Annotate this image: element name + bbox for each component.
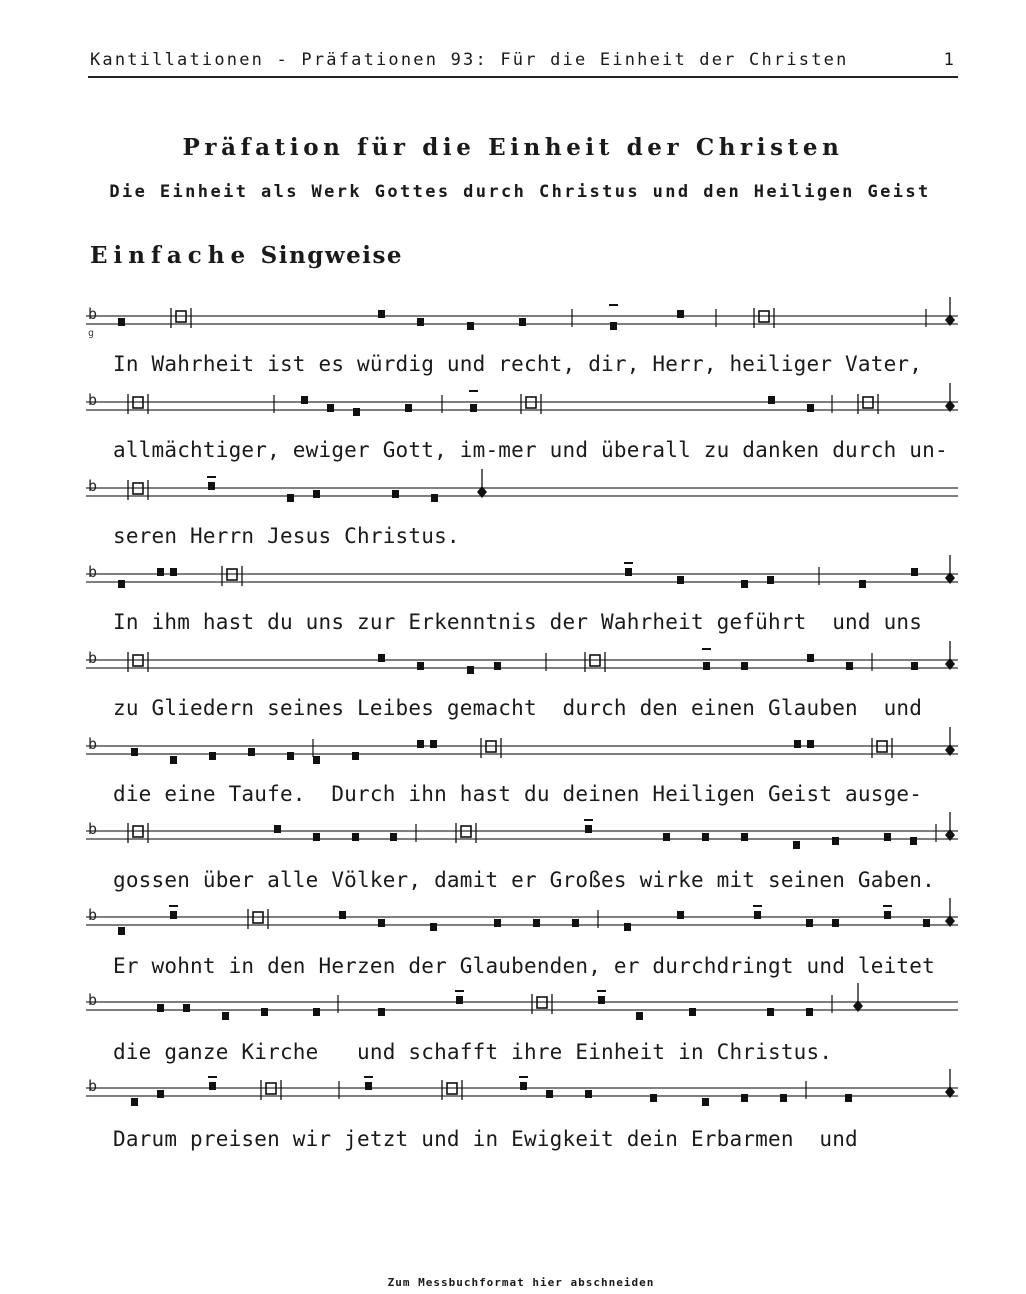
neume-note	[494, 662, 501, 670]
neume-note	[923, 919, 930, 927]
neume-note	[636, 1012, 643, 1020]
flat-clef-icon: b	[88, 991, 98, 1009]
neume-note	[118, 927, 125, 935]
lyric-line: die ganze Kirche und schafft ihre Einheit in Christus.	[113, 1040, 833, 1064]
neume-note	[430, 923, 437, 931]
recitation-tone-box	[858, 394, 878, 414]
lyric-line: In ihm hast du uns zur Erkenntnis der Wahrheit geführt und uns	[113, 610, 923, 634]
recitation-tone-box	[585, 652, 605, 672]
neume-note	[131, 748, 138, 756]
cut-line-note: Zum Messbuchformat hier abschneiden	[387, 1276, 655, 1289]
recitation-tone-box	[248, 909, 268, 929]
section-heading-spaced: Einfache	[90, 242, 252, 269]
neume-note	[650, 1094, 657, 1102]
recitation-tone-box	[481, 738, 501, 758]
neume-note	[183, 1004, 190, 1012]
neume-note	[884, 833, 891, 841]
chant-staff	[86, 554, 958, 598]
flat-clef-icon: b	[88, 820, 98, 838]
recitation-tone-box	[128, 823, 148, 843]
neume-note	[702, 833, 709, 841]
lyric-line: Darum preisen wir jetzt und in Ewigkeit dein Erbarmen und	[113, 1127, 858, 1151]
neume-note	[430, 740, 437, 748]
neume-note	[859, 580, 866, 588]
lyric-line: seren Herrn Jesus Christus.	[113, 524, 460, 548]
neume-note	[467, 322, 474, 330]
neume-note	[754, 911, 761, 919]
page-subtitle: Die Einheit als Werk Gottes durch Christus und den Heiligen Geist	[109, 182, 931, 202]
neume-note	[118, 318, 125, 326]
neume-note	[378, 919, 385, 927]
neume-note	[494, 919, 501, 927]
running-title: Kantillationen - Präfationen 93: Für die Einheit der Christen	[90, 50, 849, 70]
chant-staff	[86, 382, 958, 426]
neume-note	[845, 1094, 852, 1102]
neume-note	[417, 662, 424, 670]
neume-note	[807, 740, 814, 748]
g-clef-mark: g	[88, 328, 95, 339]
neume-note	[806, 1008, 813, 1016]
neume-note	[170, 568, 177, 576]
neume-note	[157, 568, 164, 576]
neume-note	[794, 740, 801, 748]
neume-note	[807, 654, 814, 662]
page-number: 1	[943, 50, 956, 70]
neume-note	[417, 318, 424, 326]
chant-staff	[86, 640, 958, 684]
neume-note	[301, 396, 308, 404]
neume-note	[741, 1094, 748, 1102]
neume-note	[793, 841, 800, 849]
chant-staff	[86, 897, 958, 941]
recitation-tone-box	[222, 566, 242, 586]
final-note-icon	[945, 641, 955, 670]
neume-note	[157, 1004, 164, 1012]
neume-note	[689, 1008, 696, 1016]
neume-note	[546, 1090, 553, 1098]
lyric-line: allmächtiger, ewiger Gott, im-mer und überall zu danken durch un-	[113, 438, 948, 462]
neume-note	[702, 1098, 709, 1106]
neume-note	[767, 576, 774, 584]
neume-note	[352, 752, 359, 760]
neume-note	[519, 318, 526, 326]
final-note-icon	[477, 469, 487, 498]
neume-note	[417, 740, 424, 748]
chant-staff	[86, 726, 958, 770]
neume-note	[248, 748, 255, 756]
neume-note	[806, 919, 813, 927]
recitation-tone-box	[521, 394, 541, 414]
flat-clef-icon: b	[88, 735, 98, 753]
neume-note	[339, 911, 346, 919]
lyric-line: zu Gliedern seines Leibes gemacht durch den einen Glauben und	[113, 696, 923, 720]
neume-note	[222, 1012, 229, 1020]
final-note-icon	[945, 383, 955, 412]
final-note-icon	[945, 1069, 955, 1098]
neume-note	[118, 580, 125, 588]
neume-note	[170, 756, 177, 764]
neume-note	[274, 825, 281, 833]
neume-note	[741, 833, 748, 841]
neume-note	[470, 404, 477, 412]
final-note-icon	[945, 812, 955, 841]
lyric-line: Er wohnt in den Herzen der Glaubenden, er durchdringt und leitet	[113, 954, 935, 978]
neume-note	[353, 408, 360, 416]
neume-note	[741, 580, 748, 588]
flat-clef-icon: b	[88, 649, 98, 667]
section-heading-rest: Singweise	[251, 242, 404, 269]
neume-note	[585, 825, 592, 833]
neume-note	[261, 1008, 268, 1016]
lyric-line: die eine Taufe. Durch ihn hast du deinen Heiligen Geist ausge-	[113, 782, 923, 806]
neume-note	[677, 911, 684, 919]
lyric-line: In Wahrheit ist es würdig und recht, dir, Herr, heiliger Vater,	[113, 352, 923, 376]
neume-note	[392, 490, 399, 498]
neume-note	[131, 1098, 138, 1106]
lyric-line: gossen über alle Völker, damit er Großes wirke mit seinen Gaben.	[113, 868, 935, 892]
final-note-icon	[945, 727, 955, 756]
section-heading	[90, 242, 403, 269]
neume-note	[327, 404, 334, 412]
flat-clef-icon: b	[88, 1077, 98, 1095]
neume-note	[741, 662, 748, 670]
recitation-tone-box	[261, 1080, 281, 1100]
neume-note	[405, 404, 412, 412]
flat-clef-icon: b	[88, 305, 98, 323]
recitation-tone-box	[456, 823, 476, 843]
recitation-tone-box	[872, 738, 892, 758]
chant-staff	[86, 982, 958, 1026]
neume-note	[209, 1082, 216, 1090]
recitation-tone-box	[532, 994, 552, 1014]
final-note-icon	[945, 898, 955, 927]
chant-staff	[86, 1068, 958, 1112]
chant-staff	[86, 468, 958, 512]
neume-note	[431, 494, 438, 502]
neume-note	[313, 490, 320, 498]
recitation-tone-box	[442, 1080, 462, 1100]
final-note-icon	[945, 297, 955, 326]
neume-note	[884, 911, 891, 919]
final-note-icon	[945, 555, 955, 584]
neume-note	[807, 404, 814, 412]
neume-note	[390, 833, 397, 841]
neume-note	[209, 752, 216, 760]
neume-note	[365, 1082, 372, 1090]
neume-note	[157, 1090, 164, 1098]
neume-note	[313, 833, 320, 841]
neume-note	[533, 919, 540, 927]
chant-staff	[86, 811, 958, 855]
neume-note	[378, 310, 385, 318]
neume-note	[832, 837, 839, 845]
neume-note	[832, 919, 839, 927]
neume-note	[456, 996, 463, 1004]
neume-note	[598, 996, 605, 1004]
chant-staff	[86, 296, 958, 340]
neume-note	[846, 662, 853, 670]
neume-note	[467, 666, 474, 674]
recitation-tone-box	[128, 652, 148, 672]
flat-clef-icon: b	[88, 391, 98, 409]
neume-note	[287, 752, 294, 760]
neume-note	[911, 568, 918, 576]
neume-note	[703, 662, 710, 670]
recitation-tone-box	[128, 394, 148, 414]
page-title: Präfation für die Einheit der Christen	[182, 134, 844, 161]
neume-note	[170, 911, 177, 919]
neume-note	[911, 662, 918, 670]
neume-note	[768, 396, 775, 404]
neume-note	[677, 310, 684, 318]
flat-clef-icon: b	[88, 563, 98, 581]
neume-note	[378, 1008, 385, 1016]
neume-note	[208, 482, 215, 490]
neume-note	[378, 654, 385, 662]
recitation-tone-box	[171, 308, 191, 328]
flat-clef-icon: b	[88, 477, 98, 495]
neume-note	[624, 923, 631, 931]
flat-clef-icon: b	[88, 906, 98, 924]
neume-note	[572, 919, 579, 927]
neume-note	[287, 494, 294, 502]
neume-note	[585, 1090, 592, 1098]
neume-note	[677, 576, 684, 584]
neume-note	[313, 1008, 320, 1016]
neume-note	[910, 837, 917, 845]
final-note-icon	[853, 983, 863, 1012]
neume-note	[625, 568, 632, 576]
neume-note	[520, 1082, 527, 1090]
neume-note	[780, 1094, 787, 1102]
neume-note	[663, 833, 670, 841]
running-header	[88, 48, 958, 78]
neume-note	[767, 1008, 774, 1016]
neume-note	[352, 833, 359, 841]
recitation-tone-box	[754, 308, 774, 328]
recitation-tone-box	[128, 480, 148, 500]
neume-note	[610, 322, 617, 330]
neume-note	[313, 756, 320, 764]
